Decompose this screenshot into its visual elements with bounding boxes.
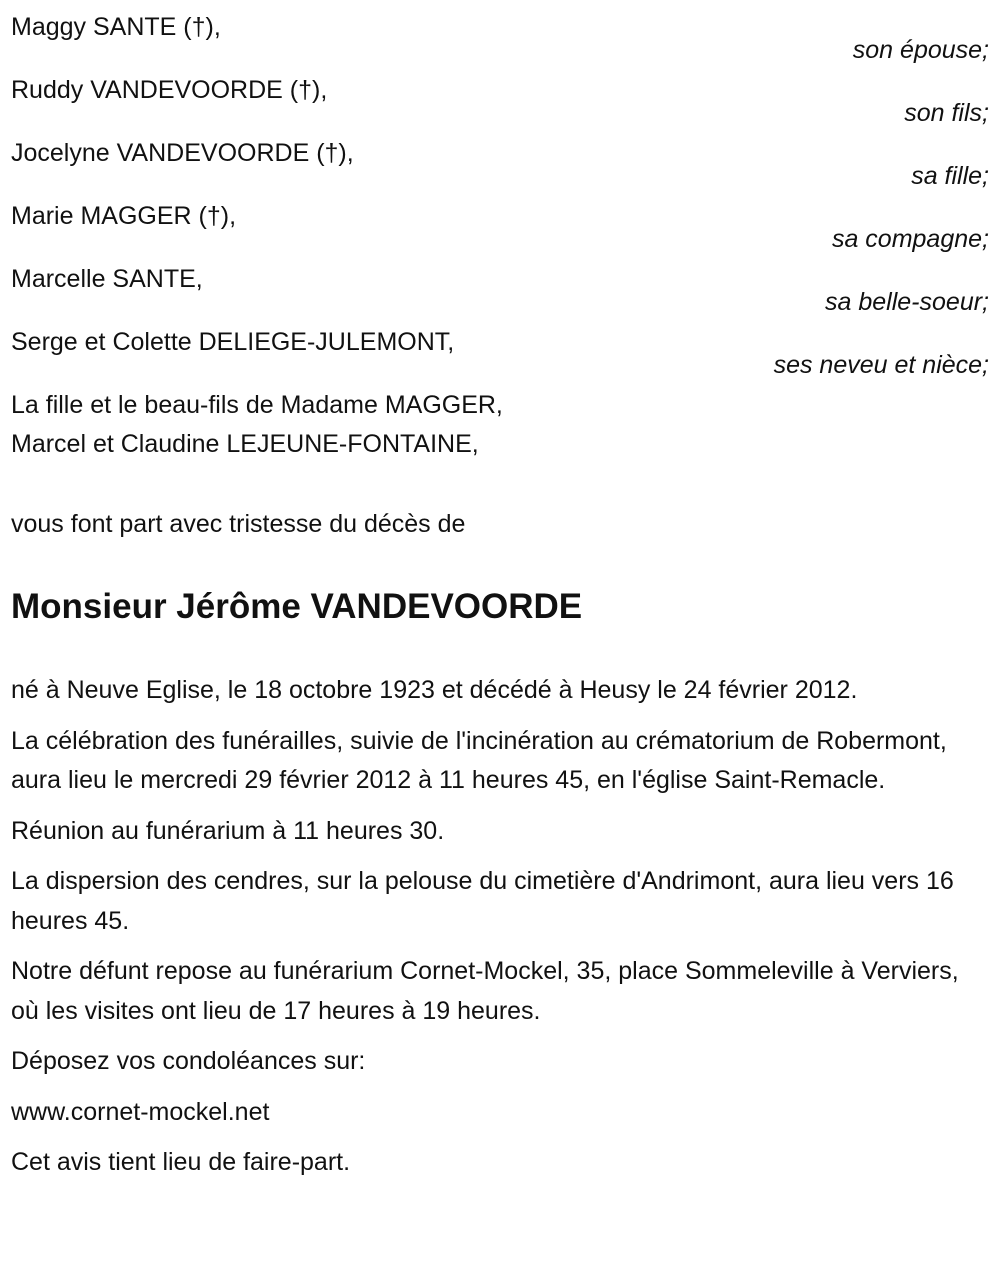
other-relatives [11,386,989,464]
closing-paragraph: Cet avis tient lieu de faire-part. [11,1148,351,1176]
family-name: Marie MAGGER (†), [11,202,237,230]
family-relation: sa belle-soeur; [825,288,989,316]
family-name: Serge et Colette DELIEGE-JULEMONT, [11,328,455,356]
family-name: Maggy SANTE (†), [11,13,221,41]
website-link[interactable]: www.cornet-mockel.net [11,1097,270,1126]
family-entry [11,197,989,260]
family-name: Jocelyne VANDEVOORDE (†), [11,139,354,167]
family-relation: ses neveu et nièce; [773,351,989,379]
birth-death-paragraph: né à Neuve Eglise, le 18 octobre 1923 et décédé à Heusy le 24 février 2012. [11,676,858,704]
family-name: Ruddy VANDEVOORDE (†), [11,76,328,104]
other-relative-line: Marcel et Claudine LEJEUNE-FONTAINE, [11,430,479,458]
family-relation: son fils; [904,99,989,127]
funeral-paragraph: La célébration des funérailles, suivie de l'incinération au crématorium de Robermont, aura lieu le mercredi 29 février 2012 à 11 heures 45, en l'église Saint-Remacle. [11,726,947,794]
family-name: Marcelle SANTE, [11,265,203,293]
meeting-paragraph: Réunion au funérarium à 11 heures 30. [11,816,445,845]
condolences-paragraph: Déposez vos condoléances sur: [11,1047,366,1075]
family-entry [11,8,989,71]
other-relative-line: La fille et le beau-fils de Madame MAGGER, [11,391,503,419]
family-relation: sa fille; [911,162,989,190]
ashes-paragraph: La dispersion des cendres, sur la pelouse du cimetière d'Andrimont, aura lieu vers 16 heures 45. [11,867,954,935]
family-list [11,8,989,386]
family-entry [11,134,989,197]
deceased-name: Monsieur Jérôme VANDEVOORDE [11,587,583,626]
family-entry [11,260,989,323]
notice-body [11,671,989,1183]
visits-paragraph: Notre défunt repose au funérarium Cornet-Mockel, 35, place Sommeleville à Verviers, où les visites ont lieu de 17 heures à 19 heures. [11,957,959,1025]
family-entry [11,323,989,386]
family-relation: sa compagne; [831,225,989,253]
family-relation: son épouse; [852,36,989,64]
intro-text: vous font part avec tristesse du décès de [11,510,466,538]
family-entry [11,71,989,134]
